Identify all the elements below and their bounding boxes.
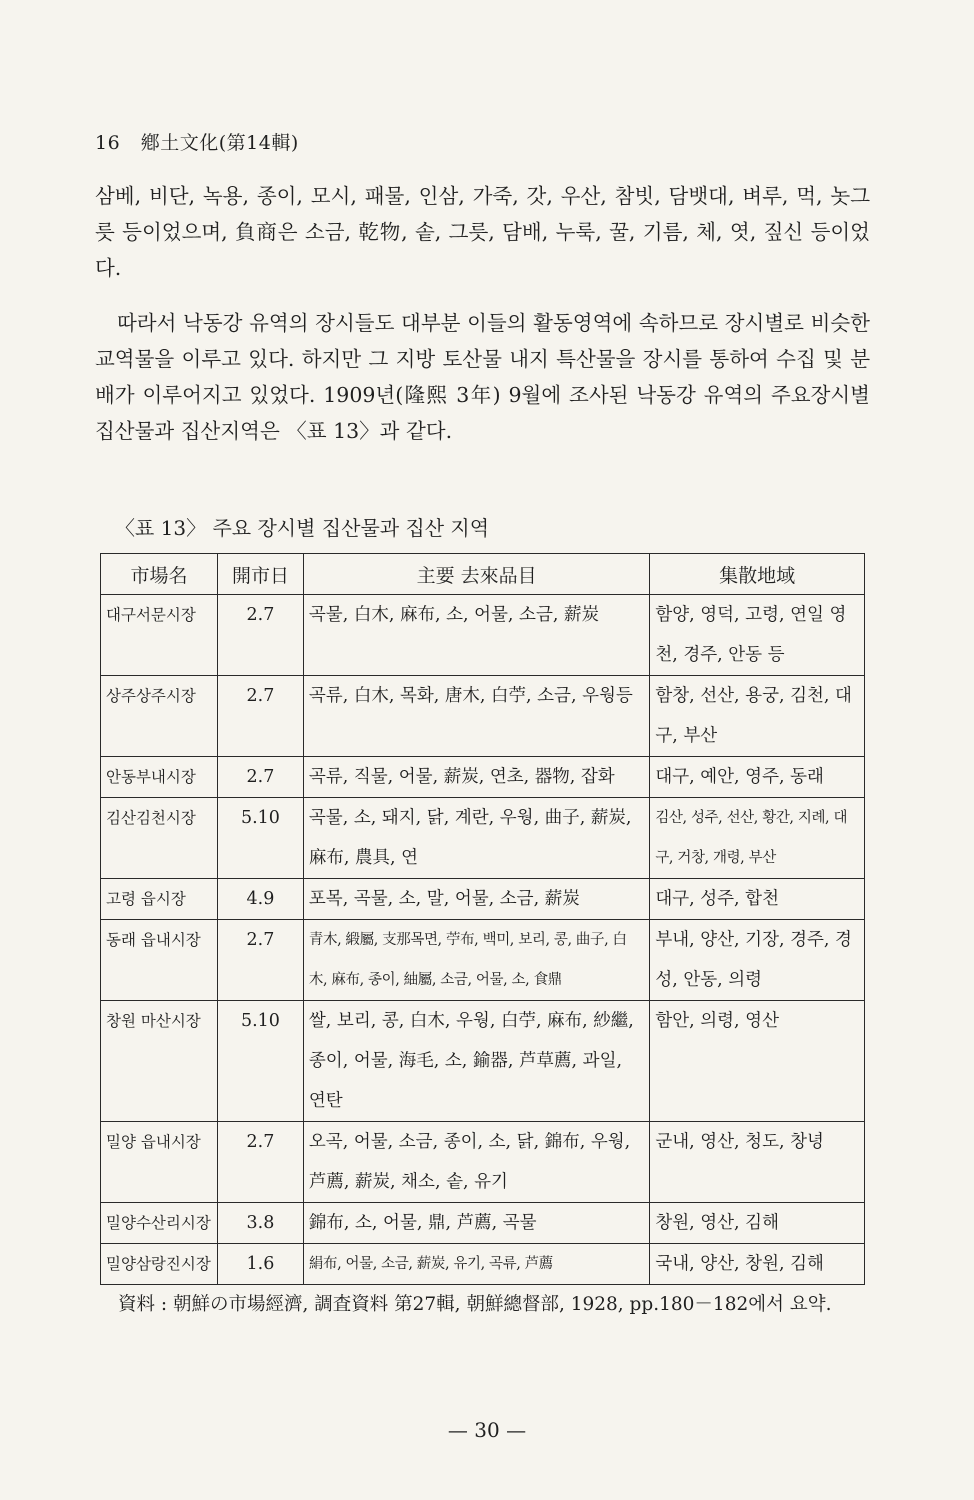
header-page-number: 16 xyxy=(95,132,121,154)
market-name: 김산김천시장 xyxy=(101,798,218,879)
market-date: 5.10 xyxy=(217,798,303,879)
source-note: 資料 : 朝鮮の市場經濟, 調査資料 第27輯, 朝鮮總督部, 1928, pp.180－182에서 요약. xyxy=(118,1294,832,1315)
market-goods: 곡물, 白木, 麻布, 소, 어물, 소금, 薪炭 xyxy=(303,595,649,676)
market-name: 안동부내시장 xyxy=(101,757,218,798)
market-goods: 곡류, 白木, 목화, 唐木, 白苧, 소금, 우웡등 xyxy=(303,676,649,757)
market-date: 2.7 xyxy=(217,595,303,676)
table-row xyxy=(101,1244,865,1285)
market-date: 2.7 xyxy=(217,920,303,1001)
market-name: 밀양수산리시장 xyxy=(101,1203,218,1244)
table-row xyxy=(101,1122,865,1203)
market-name: 동래 읍내시장 xyxy=(101,920,218,1001)
market-areas: 김산, 성주, 선산, 황간, 지례, 대구, 거창, 개령, 부산 xyxy=(650,798,865,879)
table-caption: 〈표 13〉 주요 장시별 집산물과 집산 지역 xyxy=(115,516,490,540)
market-date: 2.7 xyxy=(217,1122,303,1203)
market-areas: 대구, 예안, 영주, 동래 xyxy=(650,757,865,798)
table-row xyxy=(101,757,865,798)
market-goods: 곡물, 소, 돼지, 닭, 계란, 우웡, 曲子, 薪炭, 麻布, 農具, 연 xyxy=(303,798,649,879)
market-areas: 창원, 영산, 김해 xyxy=(650,1203,865,1244)
table-row xyxy=(101,676,865,757)
market-date: 5.10 xyxy=(217,1001,303,1122)
paragraph-2: 따라서 낙동강 유역의 장시들도 대부분 이들의 활동영역에 속하므로 장시별로 비슷한 교역물을 이루고 있다. 하지만 그 지방 토산물 내지 특산물을 장시를 통하여 수집 및 분배가 이루어지고 있었다. 1909년(隆熙 3年) 9월에 조사된 낙동강 유역의 주요장시별 집산물과 집산지역은 〈표 13〉과 같다. xyxy=(95,311,870,443)
market-date: 1.6 xyxy=(217,1244,303,1285)
journal-title: 鄕土文化(第14輯) xyxy=(140,132,299,154)
market-name: 밀양삼랑진시장 xyxy=(101,1244,218,1285)
table-row xyxy=(101,879,865,920)
market-goods: 쌀, 보리, 콩, 白木, 우웡, 白苧, 麻布, 紗繼, 종이, 어물, 海毛, 소, 鍮器, 芦草薦, 과일, 연탄 xyxy=(303,1001,649,1122)
market-name: 대구서문시장 xyxy=(101,595,218,676)
market-date: 2.7 xyxy=(217,676,303,757)
market-table xyxy=(100,553,865,1285)
market-areas: 부내, 양산, 기장, 경주, 경성, 안동, 의령 xyxy=(650,920,865,1001)
market-areas: 군내, 영산, 청도, 창녕 xyxy=(650,1122,865,1203)
market-goods: 곡류, 직물, 어물, 薪炭, 연초, 器物, 잡화 xyxy=(303,757,649,798)
market-name: 밀양 읍내시장 xyxy=(101,1122,218,1203)
header-goods: 主要 去來品目 xyxy=(303,554,649,595)
market-name: 창원 마산시장 xyxy=(101,1001,218,1122)
header-date: 開市日 xyxy=(217,554,303,595)
market-date: 2.7 xyxy=(217,757,303,798)
market-goods: 오곡, 어물, 소금, 종이, 소, 닭, 錦布, 우웡, 芦薦, 薪炭, 채소, 솥, 유기 xyxy=(303,1122,649,1203)
market-goods: 絹布, 어물, 소금, 薪炭, 유기, 곡류, 芦薦 xyxy=(303,1244,649,1285)
market-date: 3.8 xyxy=(217,1203,303,1244)
paragraph-1: 삼베, 비단, 녹용, 종이, 모시, 패물, 인삼, 가죽, 갓, 우산, 참빗, 담뱃대, 벼루, 먹, 놋그릇 등이었으며, 負商은 소금, 乾物, 솥, 그릇, 담배, 누룩, 꿀, 기름, 체, 엿, 짚신 등이었다. xyxy=(95,184,870,280)
table-row xyxy=(101,1001,865,1122)
market-areas: 함창, 선산, 용궁, 김천, 대구, 부산 xyxy=(650,676,865,757)
market-areas: 함양, 영덕, 고령, 연일 영천, 경주, 안동 등 xyxy=(650,595,865,676)
market-date: 4.9 xyxy=(217,879,303,920)
header-areas: 集散地域 xyxy=(650,554,865,595)
running-header xyxy=(95,128,299,155)
table-row xyxy=(101,920,865,1001)
market-name: 상주상주시장 xyxy=(101,676,218,757)
table-header-row xyxy=(101,554,865,595)
table-row xyxy=(101,1203,865,1244)
market-goods: 포목, 곡물, 소, 말, 어물, 소금, 薪炭 xyxy=(303,879,649,920)
market-goods: 青木, 緞屬, 支那목면, 苧布, 백미, 보리, 콩, 曲子, 白木, 麻布, 종이, 紬屬, 소금, 어물, 소, 食鼎 xyxy=(303,920,649,1001)
market-name: 고령 읍시장 xyxy=(101,879,218,920)
header-market: 市場名 xyxy=(101,554,218,595)
market-goods: 錦布, 소, 어물, 鼎, 芦薦, 곡물 xyxy=(303,1203,649,1244)
market-areas: 대구, 성주, 합천 xyxy=(650,879,865,920)
market-areas: 국내, 양산, 창원, 김해 xyxy=(650,1244,865,1285)
market-areas: 함안, 의령, 영산 xyxy=(650,1001,865,1122)
page-number: — 30 — xyxy=(447,1418,527,1442)
table-row xyxy=(101,798,865,879)
table-row xyxy=(101,595,865,676)
